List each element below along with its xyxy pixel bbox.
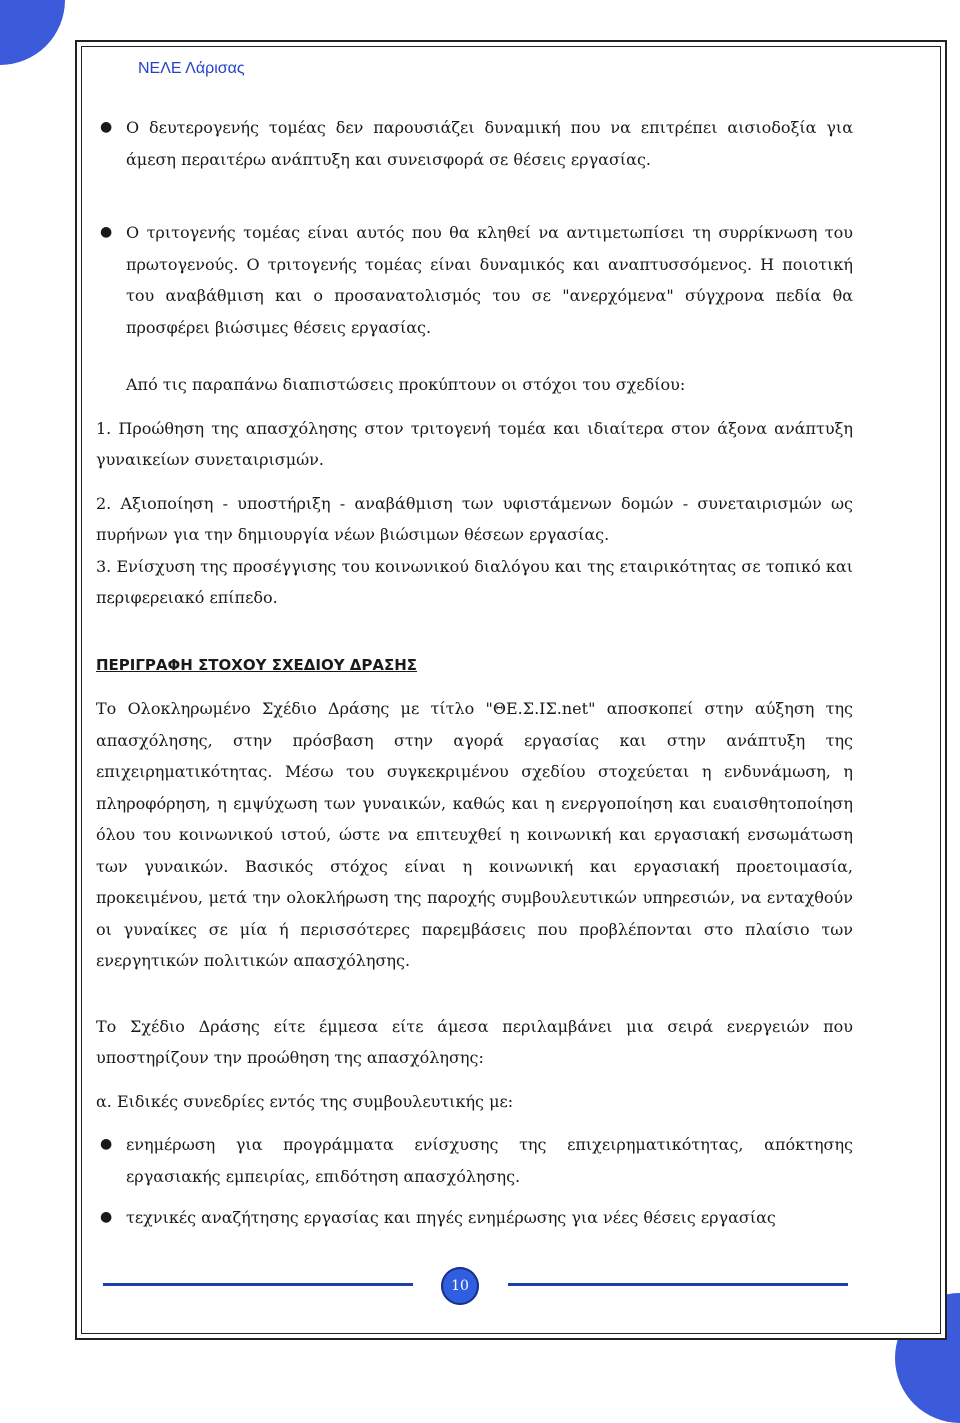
footer-rule-right (508, 1283, 848, 1286)
paragraph: Το Σχέδιο Δράσης είτε έμμεσα είτε άμεσα περιλαμβάνει μια σειρά ενεργειών που υποστηρίζουν την προώθηση της απασχόλησης: (96, 1016, 853, 1067)
page-number-badge (441, 1267, 479, 1305)
paragraph: Το Ολοκληρωμένο Σχέδιο Δράσης με τίτλο "ΘΕ.Σ.ΙΣ.net" αποσκοπεί στην αύξηση της απασχόλησης, στην πρόσβαση στην αγορά εργασίας και στην ανάπτυξη της επιχειρηματικότητας. Μέσω του συγκεκριμένου σχεδίου στοχεύεται η ενδυνάμωση, η πληροφόρηση, η εμψύχωση των γυναικών, καθώς και η ενεργοποίηση και ευαισθητοποίηση όλου του κοινωνικού ιστού, ώστε να επιτευχθεί η κοινωνική και εργασιακή ενσωμάτωση των γυναικών. Βασικός στόχος είναι η κοινωνική και εργασιακή προετοιμασία, προκειμένου, μετά την ολοκλήρωση της παροχής συμβουλευτικών υπηρεσιών, να ενταχθούν οι γυναίκες σε μία ή περισσότερες παρεμβάσεις που προβλέπονται στο πλαίσιο των ενεργητικών πολιτικών απασχόλησης. (96, 699, 853, 970)
list-item (96, 1129, 853, 1192)
page-number: 10 (451, 1278, 469, 1294)
bullet-icon: ● (100, 1209, 113, 1225)
section-title: ΠΕΡΙΓΡΑΦΗ ΣΤΟΧΟΥ ΣΧΕΔΙΟΥ ΔΡΑΣΗΣ (96, 655, 418, 674)
bullet-list-top (96, 112, 853, 343)
goals-intro: Από τις παραπάνω διαπιστώσεις προκύπτουν οι στόχοι του σχεδίου: (126, 375, 686, 394)
list-item-text: ενημέρωση για προγράμματα ενίσχυσης της επιχειρηματικότητας, απόκτησης εργασιακής εμπειρίας, επιδότηση απασχόλησης. (126, 1135, 853, 1186)
header-title: ΝΕΛΕ Λάρισας (138, 60, 245, 77)
bullet-icon: ● (100, 224, 113, 240)
list-item (96, 217, 853, 343)
list-item-text: Ο δευτερογενής τομέας δεν παρουσιάζει δυναμική που να επιτρέπει αισιοδοξία για άμεση περαιτέρω ανάπτυξη και συνεισφορά σε θέσεις εργασίας. (126, 118, 853, 169)
goal-item: 3. Ενίσχυση της προσέγγισης του κοινωνικού διαλόγου και της εταιρικότητας σε τοπικό και περιφερειακό επίπεδο. (96, 556, 853, 607)
goal-item: 2. Αξιοποίηση - υποστήριξη - αναβάθμιση των υφιστάμενων δομών - συνεταιρισμών ως πυρήνων για την δημιουργία νέων βιώσιμων θέσεων εργασίας. (96, 493, 853, 544)
bullet-icon: ● (100, 119, 113, 135)
goal-item: 1. Προώθηση της απασχόλησης στον τριτογενή τομέα και ιδιαίτερα στον άξονα ανάπτυξη γυναικείων συνεταιρισμών. (96, 418, 853, 469)
bullet-icon: ● (100, 1136, 113, 1152)
list-item (96, 112, 853, 175)
page-content (96, 112, 853, 1234)
footer-rule-left (103, 1283, 413, 1286)
list-item-text: Ο τριτογενής τομέας είναι αυτός που θα κληθεί να αντιμετωπίσει τη συρρίκνωση του πρωτογενούς. Ο τριτογενής τομέας είναι δυναμικός και αναπτυσσόμενος. Η ποιοτική του αναβάθμιση και ο προσανατολισμός του σε "ανερχόμενα" σύγχρονα πεδία θα προσφέρει βιώσιμες θέσεις εργασίας. (126, 223, 853, 337)
paragraph: α. Ειδικές συνεδρίες εντός της συμβουλευτικής με: (96, 1091, 514, 1111)
list-item (96, 1202, 853, 1234)
list-item-text: τεχνικές αναζήτησης εργασίας και πηγές ενημέρωσης για νέες θέσεις εργασίας (126, 1208, 776, 1227)
bullet-list-bottom (96, 1129, 853, 1234)
corner-decoration-top-left (0, 0, 65, 65)
